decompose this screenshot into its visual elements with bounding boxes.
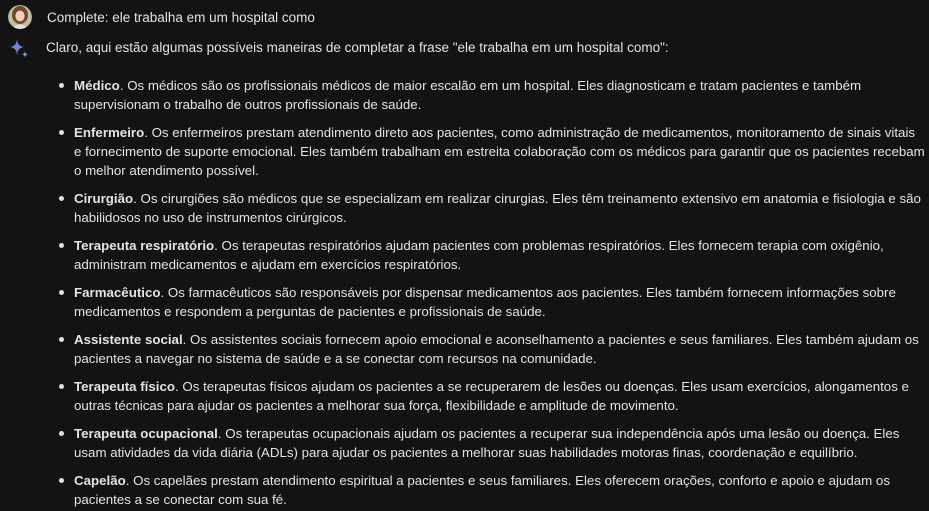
item-description: . Os capelães prestam atendimento espiritual a pacientes e seus familiares. Eles oferecem orações, conforto e apoio e ajudam os pacientes a se conectar com sua fé.	[74, 473, 890, 508]
item-description: . Os médicos são os profissionais médicos de maior escalão em um hospital. Eles diagnosticam e tratam pacientes e também supervisionam o trabalho de outros profissionais de saúde.	[74, 78, 862, 113]
list-item	[46, 330, 926, 368]
item-term: Capelão	[74, 473, 126, 489]
response-intro: Claro, aqui estão algumas possíveis maneiras de completar a frase "ele trabalha em um hospital como":	[46, 40, 669, 55]
item-description: . Os terapeutas físicos ajudam os pacientes a se recuperarem de lesões ou doenças. Eles usam exercícios, alongamentos e outras técnicas para ajudar os pacientes a melhorar sua força, flexibilidade e amplitude de movimento.	[74, 379, 909, 414]
list-item	[46, 76, 926, 114]
item-term: Médico	[74, 78, 120, 93]
response-list	[46, 76, 926, 511]
gemini-sparkle-icon	[8, 38, 30, 60]
item-term: Terapeuta respiratório	[74, 238, 215, 254]
list-item	[46, 189, 926, 227]
item-description: . Os cirurgiões são médicos que se especializam em realizar cirurgias. Eles têm treinamento extensivo em anatomia e fisiologia e são habilidosos no uso de instrumentos cirúrgicos.	[74, 191, 921, 226]
item-description: . Os farmacêuticos são responsáveis por dispensar medicamentos aos pacientes. Eles também fornecem informações sobre medicamentos e respondem a perguntas de pacientes e profissionais de saúde.	[74, 285, 896, 320]
list-item	[46, 424, 926, 462]
item-description: . Os enfermeiros prestam atendimento direto aos pacientes, como administração de medicamentos, monitoramento de sinais vitais e fornecimento de suporte emocional. Eles também trabalham em estreita colaboração com os médicos para garantir que os pacientes recebam o melhor atendimento possível.	[74, 125, 925, 179]
list-item	[46, 283, 926, 321]
item-description: . Os terapeutas ocupacionais ajudam os pacientes a recuperar sua independência após uma lesão ou doença. Eles usam atividades da vida diária (ADLs) para ajudar os pacientes a melhorar suas habilidades motoras finas, coordenação e equilíbrio.	[74, 426, 900, 461]
item-description: . Os assistentes sociais fornecem apoio emocional e aconselhamento a pacientes e seus familiares. Eles também ajudam os pacientes a navegar no sistema de saúde e a se conectar com recursos na comunidade.	[74, 332, 919, 367]
item-term: Assistente social	[74, 332, 183, 348]
list-item	[46, 123, 926, 181]
item-term: Terapeuta físico	[74, 379, 175, 395]
user-avatar[interactable]	[8, 5, 32, 29]
item-term: Terapeuta ocupacional	[74, 426, 218, 442]
list-item	[46, 471, 926, 509]
user-avatar-photo-icon	[8, 5, 32, 29]
item-term: Farmacêutico	[74, 285, 161, 301]
user-message-row	[8, 4, 315, 30]
user-message-text: Complete: ele trabalha em um hospital como	[47, 9, 315, 25]
item-description: . Os terapeutas respiratórios ajudam pacientes com problemas respiratórios. Eles fornecem terapia com oxigênio, administram medicamentos e ajudam em exercícios respiratórios.	[74, 238, 884, 273]
item-term: Cirurgião	[74, 191, 134, 207]
list-item	[46, 236, 926, 274]
item-term: Enfermeiro	[74, 125, 145, 140]
list-item	[46, 377, 926, 415]
